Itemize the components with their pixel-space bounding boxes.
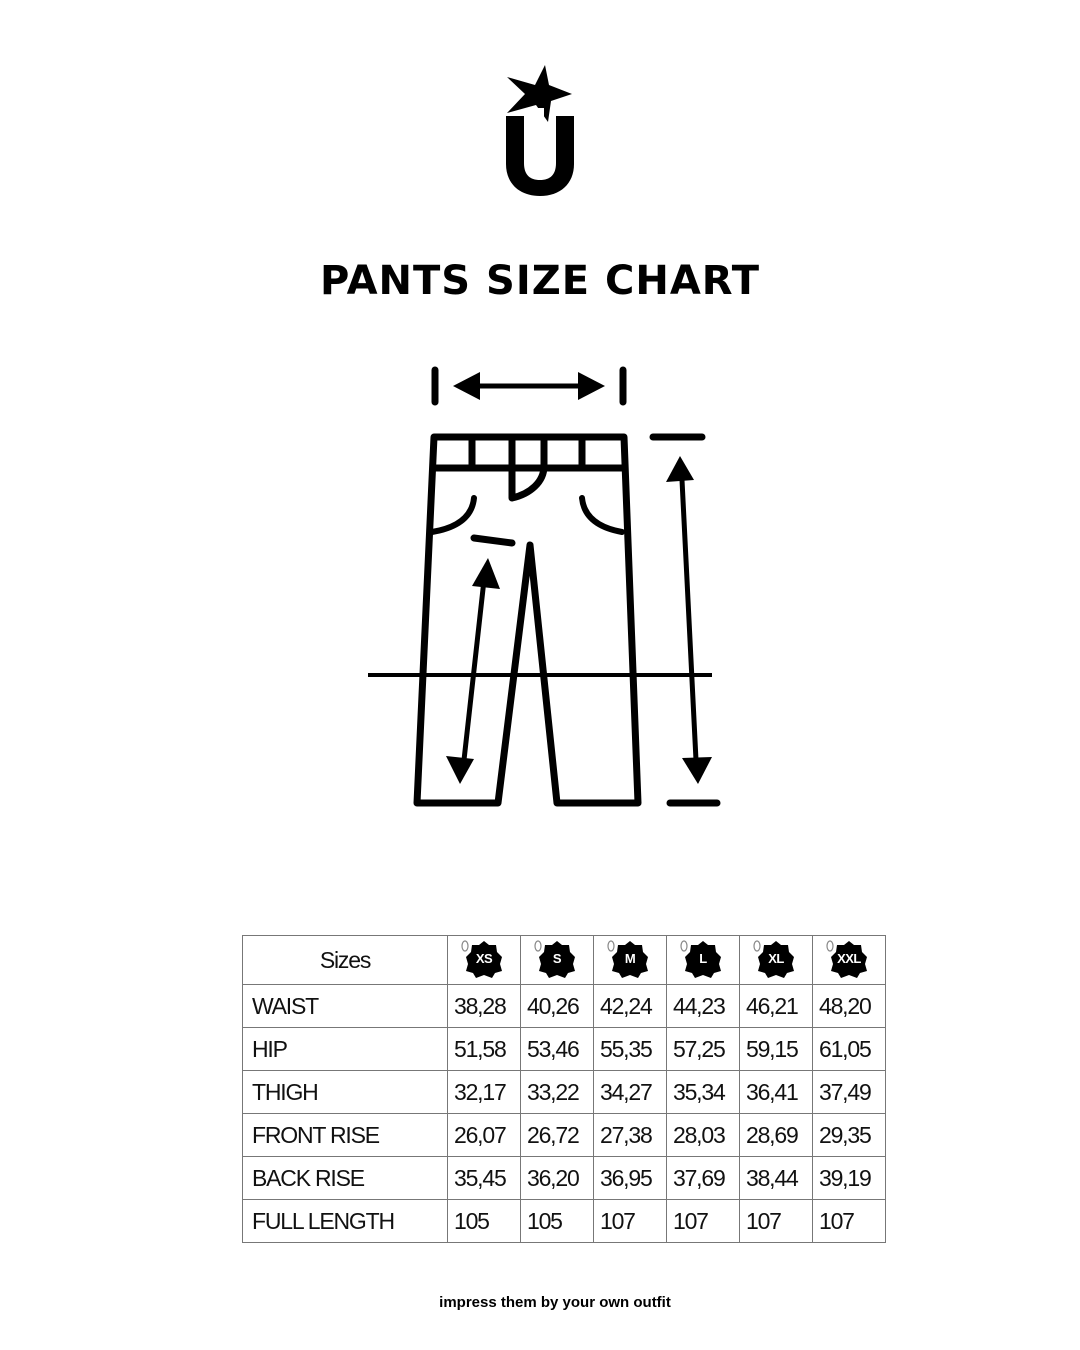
- table-cell: 37,49: [813, 1071, 886, 1114]
- table-row-thigh: [243, 1071, 886, 1114]
- table-cell: 38,28: [448, 985, 521, 1028]
- table-cell: 26,07: [448, 1114, 521, 1157]
- size-s-tag: [521, 936, 594, 985]
- size-tag-label: XS: [475, 951, 493, 966]
- size-xs-tag: [448, 936, 521, 985]
- table-row-hip: [243, 1028, 886, 1071]
- table-cell: 59,15: [740, 1028, 813, 1071]
- table-cell: 105: [448, 1200, 521, 1243]
- table-row-back-rise: [243, 1157, 886, 1200]
- table-cell: 48,20: [813, 985, 886, 1028]
- row-label: THIGH: [243, 1071, 448, 1114]
- table-cell: 36,95: [594, 1157, 667, 1200]
- table-row-full-length: [243, 1200, 886, 1243]
- page-title: PANTS SIZE CHART: [319, 258, 761, 304]
- table-cell: 35,45: [448, 1157, 521, 1200]
- size-tag-label: L: [699, 951, 707, 966]
- table-cell: 107: [667, 1200, 740, 1243]
- table-cell: 53,46: [521, 1028, 594, 1071]
- size-xl-tag: [740, 936, 813, 985]
- table-cell: 39,19: [813, 1157, 886, 1200]
- table-cell: 51,58: [448, 1028, 521, 1071]
- row-label: WAIST: [243, 985, 448, 1028]
- table-cell: 105: [521, 1200, 594, 1243]
- table-cell: 26,72: [521, 1114, 594, 1157]
- size-m-tag: [594, 936, 667, 985]
- row-label: FRONT RISE: [243, 1114, 448, 1157]
- table-cell: 42,24: [594, 985, 667, 1028]
- size-tag-label: XL: [768, 951, 784, 966]
- table-cell: 107: [740, 1200, 813, 1243]
- size-tag-label: XXL: [837, 951, 861, 966]
- table-cell: 28,03: [667, 1114, 740, 1157]
- table-cell: 107: [813, 1200, 886, 1243]
- pants-measurement-icon: [360, 360, 730, 820]
- tagline: impress them by your own outfit: [439, 1294, 671, 1311]
- table-cell: 33,22: [521, 1071, 594, 1114]
- table-cell: 107: [594, 1200, 667, 1243]
- size-table: [242, 935, 886, 1243]
- table-row-waist: [243, 985, 886, 1028]
- size-xxl-tag: [813, 936, 886, 985]
- table-cell: 38,44: [740, 1157, 813, 1200]
- table-cell: 44,23: [667, 985, 740, 1028]
- size-header-row: [243, 936, 886, 985]
- table-cell: 28,69: [740, 1114, 813, 1157]
- table-cell: 61,05: [813, 1028, 886, 1071]
- table-cell: 37,69: [667, 1157, 740, 1200]
- table-cell: 40,26: [521, 985, 594, 1028]
- table-row-front-rise: [243, 1114, 886, 1157]
- table-cell: 27,38: [594, 1114, 667, 1157]
- table-cell: 36,20: [521, 1157, 594, 1200]
- table-cell: 36,41: [740, 1071, 813, 1114]
- row-label: BACK RISE: [243, 1157, 448, 1200]
- size-tag-label: S: [552, 951, 562, 966]
- table-cell: 29,35: [813, 1114, 886, 1157]
- star-u-logo: [490, 60, 590, 205]
- table-cell: 32,17: [448, 1071, 521, 1114]
- table-cell: 46,21: [740, 985, 813, 1028]
- size-l-tag: [667, 936, 740, 985]
- row-label: FULL LENGTH: [243, 1200, 448, 1243]
- row-label: HIP: [243, 1028, 448, 1071]
- size-tag-label: M: [624, 951, 636, 966]
- table-cell: 57,25: [667, 1028, 740, 1071]
- sizes-header: Sizes: [243, 936, 448, 985]
- table-cell: 35,34: [667, 1071, 740, 1114]
- table-cell: 55,35: [594, 1028, 667, 1071]
- table-cell: 34,27: [594, 1071, 667, 1114]
